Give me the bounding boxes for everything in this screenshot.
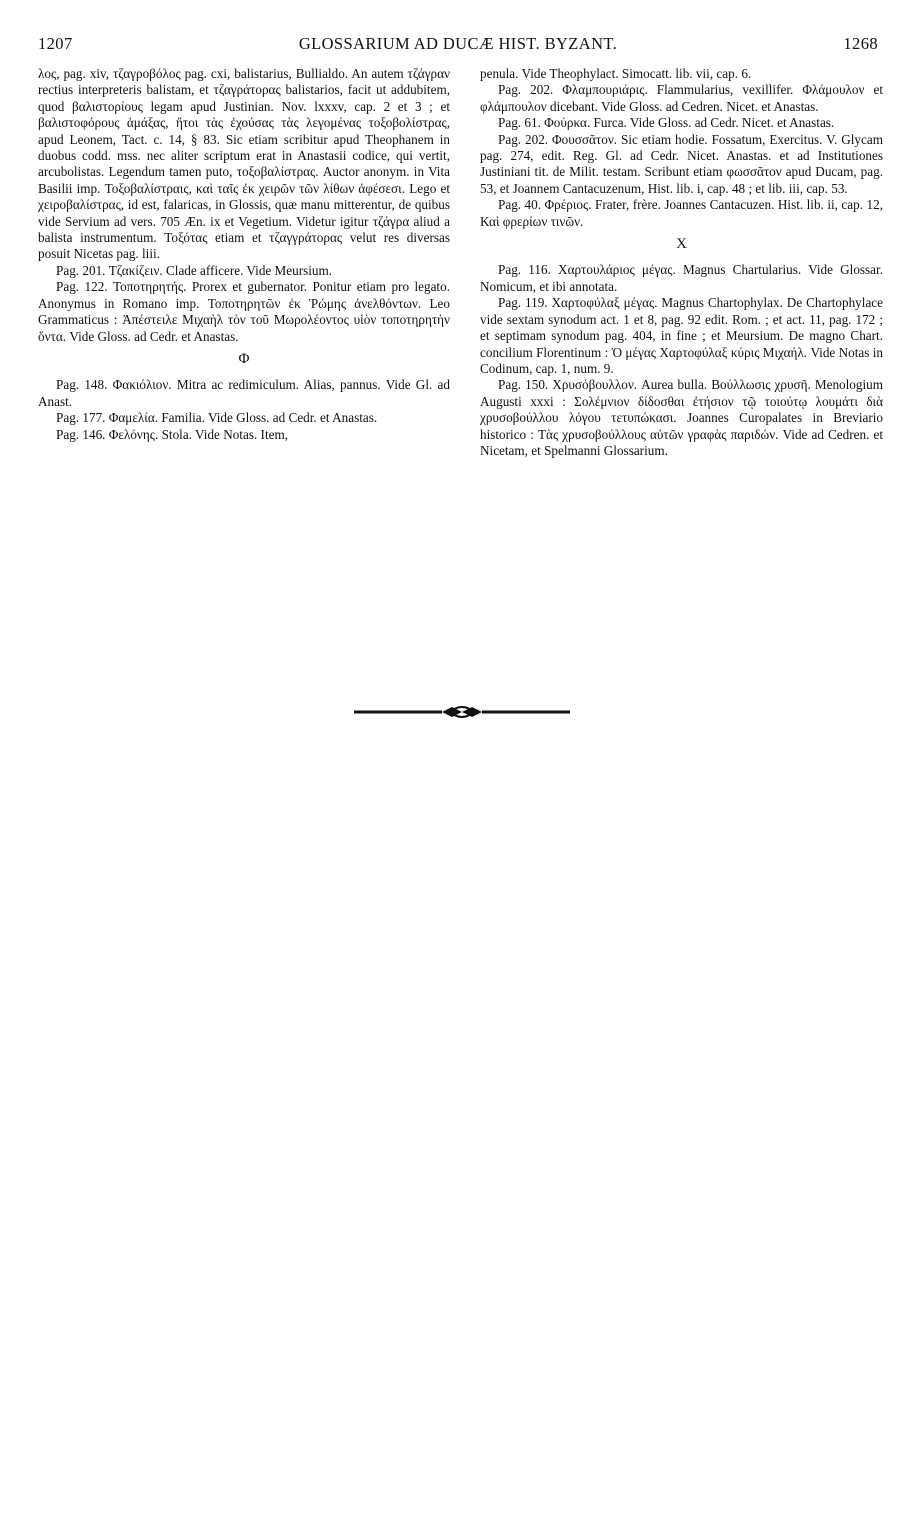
page-number-left: 1207 <box>38 34 73 53</box>
left-column <box>38 66 450 443</box>
page-number-right: 1268 <box>843 34 878 53</box>
entry-paragraph: Pag. 150. Χρυσόβουλλον. Aurea bulla. Βούλλωσις χρυσῆ. Menologium Augusti xxxi : Σολέμνιον δίδοσθαι ἐτήσιον τῷ τοιούτῳ λουμάτι διὰ χρυσοβούλλου λόγου τετυπώκασι. Joannes Curopalates in Breviario historico : Τὰς χρυσοβούλλους αὐτῶν γραφὰς παριδών. Vide ad Cedren. et Nicetam, et Spelmanni Glossarium. <box>480 377 883 458</box>
entry-paragraph: Pag. 119. Χαρτοφύλαξ μέγας. Magnus Chartophylax. De Chartophylace vide sextam synodum act. 1 et 8, pag. 92 edit. Rom. ; et act. 11, pag. 172 ; et septimam synodum pag. 404, in fine ; et Meursium. De magno Chart. concilium Florentinum : Ὁ μέγας Χαρτοφύλαξ κύρις Μιχαήλ. Vide Notas in Codinum, cap. 1, num. 9. <box>480 295 883 376</box>
entry-paragraph: Pag. 177. Φαμελία. Familia. Vide Gloss. ad Cedr. et Anastas. <box>56 410 378 426</box>
page-header <box>38 34 878 58</box>
ornament-divider-icon <box>354 704 570 720</box>
running-title: GLOSSARIUM AD DUCÆ HIST. BYZANT. <box>298 34 618 53</box>
entry-paragraph: Pag. 40. Φρέριος. Frater, frère. Joannes Cantacuzen. Hist. lib. ii, cap. 12, Καὶ φρερίων τινῶν. <box>480 197 883 229</box>
section-letter-chi: X <box>676 236 687 253</box>
entry-paragraph: Pag. 61. Φούρκα. Furca. Vide Gloss. ad Cedr. Nicet. et Anastas. <box>498 115 835 131</box>
entry-paragraph: Pag. 201. Τζακίζειν. Clade afficere. Vide Meursium. <box>56 262 333 278</box>
section-letter-phi: Φ <box>238 350 250 367</box>
entry-paragraph: Pag. 202. Φλαμπουριάρις. Flammularius, vexillifer. Φλάμουλον et φλάμπουλον dicebant. Vide Gloss. ad Cedren. Nicet. et Anastas. <box>480 82 883 114</box>
entry-paragraph: Pag. 122. Τοποτηρητής. Prorex et gubernator. Ponitur etiam pro legato. Anonymus in Romano imp. Τοποτηρητῶν ἐκ Ῥώμης ἀνελθόντων. Leo Grammaticus : Ἀπέστειλε Μιχαὴλ τὸν τοῦ Μωρολέοντος υἱὸν τοποτηρητὴν ὄντα. Vide Gloss. ad Cedr. et Anastas. <box>38 279 450 344</box>
entry-paragraph: Pag. 202. Φουσσᾶτον. Sic etiam hodie. Fossatum, Exercitus. V. Glycam pag. 274, edit. Reg. Gl. ad Cedr. Nicet. Anastas. et ad Institutiones Justiniani tit. de Milit. testam. Scribunt etiam φωσσᾶτον apud Ducam, pag. 53, et Joannem Cantacuzenum, Hist. lib. i, cap. 48 ; et lib. iii, cap. 53. <box>480 131 883 196</box>
entry-paragraph: Pag. 148. Φακιόλιον. Mitra ac redimiculum. Alias, pannus. Vide Gl. ad Anast. <box>38 377 450 409</box>
entry-paragraph: λος, pag. xiv, τζαγροβόλος pag. cxi, balistarius, Bullialdo. An autem τζάγραν rectius interpreteris balistam, et τζαγράτορας balistarios, facit ut addubitem, quod βαλιστορίους legam apud Justinian. Nov. lxxxv, cap. 2 et 3 ; et βαλιστοφόρους ἁμάξας, ἤτοι τὰς ἐχούσας τὰς λεγομένας τοξοβολίστρας, apud Leonem, Tact. c. 14, § 83. Sic etiam scribitur apud Theophanem in duobus codd. mss. nec aliter scriptum erat in Anastasii codice, qui vertit, arcubolistas. Legendum tamen puto, τοξοβαλίστρας. Auctor anonym. in Vita Basilii imp. Τοξοβαλίστραις, καὶ ταῖς ἐκ χειρῶν τῶν λίθων ἀφέσεσι. Lego et χειροβαλίστρας, id est, falaricas, in Glossis, quæ manu mitterentur, de quibus vide Servium ad vers. 705 Æn. ix et Vegetium. Videtur igitur τζάγρα aliud a balista instrumentum. Τοξότας etiam et τζαγγράτορας velut res diversas posuit Nicetas pag. liii. <box>38 66 450 262</box>
right-column <box>480 66 883 459</box>
entry-paragraph: penula. Vide Theophylact. Simocatt. lib. vii, cap. 6. <box>480 66 752 81</box>
entry-paragraph: Pag. 116. Χαρτουλάριος μέγας. Magnus Chartularius. Vide Glossar. Nomicum, et ibi annotata. <box>480 262 883 294</box>
entry-paragraph: Pag. 146. Φελόνης. Stola. Vide Notas. Item, <box>56 426 289 442</box>
